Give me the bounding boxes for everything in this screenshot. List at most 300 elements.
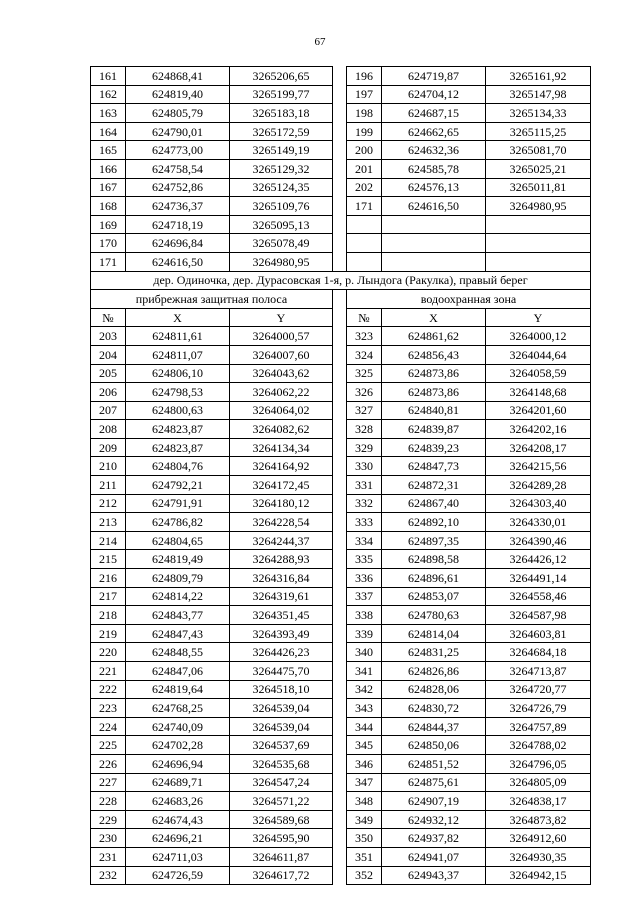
point-number-cell: 337 (347, 587, 382, 606)
y-coordinate-cell: 3264288,93 (230, 550, 333, 569)
x-header: X (382, 308, 486, 327)
y-coordinate-cell: 3264316,84 (230, 569, 333, 588)
point-number-cell: 199 (347, 122, 382, 141)
x-coordinate-cell: 624674,43 (126, 810, 230, 829)
table-row (91, 252, 591, 271)
column-gap (333, 829, 347, 848)
x-coordinate-cell: 624943,37 (382, 866, 486, 885)
left-subtitle: прибрежная защитная полоса (91, 290, 333, 309)
table-row (91, 364, 591, 383)
point-number-cell: 338 (347, 606, 382, 625)
y-coordinate-cell: 3264942,15 (486, 866, 591, 885)
x-coordinate-cell: 624805,79 (126, 104, 230, 123)
x-coordinate-cell: 624736,37 (126, 197, 230, 216)
x-coordinate-cell: 624853,07 (382, 587, 486, 606)
point-number-cell (347, 215, 382, 234)
table-row (91, 178, 591, 197)
point-number-cell: 232 (91, 866, 126, 885)
point-number-cell: 336 (347, 569, 382, 588)
point-number-cell: 333 (347, 513, 382, 532)
y-coordinate-cell: 3264611,87 (230, 847, 333, 866)
column-gap (333, 569, 347, 588)
y-coordinate-cell: 3264558,46 (486, 587, 591, 606)
number-header: № (91, 308, 126, 327)
y-coordinate-cell: 3264180,12 (230, 494, 333, 513)
x-coordinate-cell (382, 215, 486, 234)
x-coordinate-cell: 624823,87 (126, 420, 230, 439)
x-header: X (126, 308, 230, 327)
point-number-cell: 352 (347, 866, 382, 885)
x-coordinate-cell: 624848,55 (126, 643, 230, 662)
x-coordinate-cell: 624897,35 (382, 531, 486, 550)
y-coordinate-cell: 3264330,01 (486, 513, 591, 532)
point-number-cell: 162 (91, 85, 126, 104)
table-row (91, 215, 591, 234)
y-coordinate-cell: 3265115,25 (486, 122, 591, 141)
y-coordinate-cell: 3264044,64 (486, 345, 591, 364)
y-coordinate-cell: 3265025,21 (486, 159, 591, 178)
x-coordinate-cell: 624702,28 (126, 736, 230, 755)
column-gap (333, 327, 347, 346)
x-coordinate-cell: 624937,82 (382, 829, 486, 848)
x-coordinate-cell: 624892,10 (382, 513, 486, 532)
y-coordinate-cell: 3264319,61 (230, 587, 333, 606)
point-number-cell: 330 (347, 457, 382, 476)
y-coordinate-cell: 3264805,09 (486, 773, 591, 792)
point-number-cell: 227 (91, 773, 126, 792)
x-coordinate-cell: 624844,37 (382, 717, 486, 736)
x-coordinate-cell: 624616,50 (126, 252, 230, 271)
x-coordinate-cell: 624786,82 (126, 513, 230, 532)
y-coordinate-cell: 3265206,65 (230, 67, 333, 86)
x-coordinate-cell: 624773,00 (126, 141, 230, 160)
column-gap (333, 104, 347, 123)
y-coordinate-cell: 3264303,40 (486, 494, 591, 513)
x-coordinate-cell: 624689,71 (126, 773, 230, 792)
column-gap (333, 847, 347, 866)
y-coordinate-cell (486, 234, 591, 253)
y-coordinate-cell: 3264595,90 (230, 829, 333, 848)
x-coordinate-cell: 624830,72 (382, 699, 486, 718)
y-coordinate-cell: 3264064,02 (230, 401, 333, 420)
x-coordinate-cell: 624850,06 (382, 736, 486, 755)
x-coordinate-cell: 624814,22 (126, 587, 230, 606)
point-number-cell: 218 (91, 606, 126, 625)
point-number-cell: 350 (347, 829, 382, 848)
table-row (91, 327, 591, 346)
point-number-cell: 166 (91, 159, 126, 178)
x-coordinate-cell: 624790,01 (126, 122, 230, 141)
x-coordinate-cell: 624840,81 (382, 401, 486, 420)
x-coordinate-cell: 624828,06 (382, 680, 486, 699)
x-coordinate-cell: 624872,31 (382, 476, 486, 495)
y-coordinate-cell (486, 252, 591, 271)
right-subtitle: водоохранная зона (347, 290, 591, 309)
y-coordinate-cell: 3264726,79 (486, 699, 591, 718)
y-coordinate-cell: 3265199,77 (230, 85, 333, 104)
x-coordinate-cell: 624632,36 (382, 141, 486, 160)
x-coordinate-cell: 624932,12 (382, 810, 486, 829)
y-coordinate-cell: 3264713,87 (486, 662, 591, 681)
column-gap (333, 587, 347, 606)
point-number-cell: 196 (347, 67, 382, 86)
table-row (91, 383, 591, 402)
point-number-cell: 347 (347, 773, 382, 792)
y-coordinate-cell: 3264007,60 (230, 345, 333, 364)
column-gap (333, 754, 347, 773)
y-coordinate-cell (486, 215, 591, 234)
column-gap (333, 792, 347, 811)
y-coordinate-cell: 3264838,17 (486, 792, 591, 811)
x-coordinate-cell: 624780,63 (382, 606, 486, 625)
point-number-cell: 222 (91, 680, 126, 699)
point-number-cell (347, 252, 382, 271)
x-coordinate-cell: 624819,64 (126, 680, 230, 699)
x-coordinate-cell: 624768,25 (126, 699, 230, 718)
x-coordinate-cell: 624804,65 (126, 531, 230, 550)
page-number: 67 (314, 36, 326, 48)
x-coordinate-cell: 624726,59 (126, 866, 230, 885)
point-number-cell: 340 (347, 643, 382, 662)
x-coordinate-cell: 624861,62 (382, 327, 486, 346)
x-coordinate-cell: 624898,58 (382, 550, 486, 569)
column-gap (333, 345, 347, 364)
column-gap (333, 662, 347, 681)
point-number-cell: 171 (347, 197, 382, 216)
y-coordinate-cell: 3264201,60 (486, 401, 591, 420)
y-coordinate-cell: 3264000,12 (486, 327, 591, 346)
y-coordinate-cell: 3264164,92 (230, 457, 333, 476)
column-gap (333, 513, 347, 532)
y-coordinate-cell: 3264587,98 (486, 606, 591, 625)
x-coordinate-cell: 624662,65 (382, 122, 486, 141)
coordinates-table (90, 66, 591, 885)
y-coordinate-cell: 3264603,81 (486, 624, 591, 643)
x-coordinate-cell: 624752,86 (126, 178, 230, 197)
y-coordinate-cell: 3264228,54 (230, 513, 333, 532)
point-number-cell: 215 (91, 550, 126, 569)
column-gap (333, 810, 347, 829)
column-gap (333, 606, 347, 625)
table-row (91, 829, 591, 848)
point-number-cell: 328 (347, 420, 382, 439)
point-number-cell: 165 (91, 141, 126, 160)
column-gap (333, 717, 347, 736)
point-number-cell: 209 (91, 438, 126, 457)
column-gap (333, 85, 347, 104)
y-coordinate-cell: 3264202,16 (486, 420, 591, 439)
y-coordinate-cell: 3265149,19 (230, 141, 333, 160)
column-gap (333, 457, 347, 476)
y-coordinate-cell: 3265161,92 (486, 67, 591, 86)
point-number-cell: 334 (347, 531, 382, 550)
point-number-cell: 212 (91, 494, 126, 513)
x-coordinate-cell: 624800,63 (126, 401, 230, 420)
y-coordinate-cell: 3264589,68 (230, 810, 333, 829)
point-number-cell: 335 (347, 550, 382, 569)
point-number-cell: 163 (91, 104, 126, 123)
column-gap (333, 420, 347, 439)
table-row (91, 550, 591, 569)
x-coordinate-cell: 624819,40 (126, 85, 230, 104)
x-coordinate-cell: 624791,91 (126, 494, 230, 513)
x-coordinate-cell (382, 234, 486, 253)
column-gap (333, 67, 347, 86)
y-coordinate-cell: 3264980,95 (486, 197, 591, 216)
table-row (91, 513, 591, 532)
x-coordinate-cell: 624718,19 (126, 215, 230, 234)
table-row (91, 680, 591, 699)
table-row (91, 587, 591, 606)
table-row (91, 792, 591, 811)
point-number-cell: 219 (91, 624, 126, 643)
point-number-cell: 225 (91, 736, 126, 755)
table-row (91, 438, 591, 457)
x-coordinate-cell: 624941,07 (382, 847, 486, 866)
y-coordinate-cell: 3264062,22 (230, 383, 333, 402)
coordinates-table-body (91, 67, 591, 885)
x-coordinate-cell: 624719,87 (382, 67, 486, 86)
x-coordinate-cell: 624696,94 (126, 754, 230, 773)
point-number-cell: 168 (91, 197, 126, 216)
table-row (91, 606, 591, 625)
y-coordinate-cell: 3264475,70 (230, 662, 333, 681)
y-coordinate-cell: 3264215,56 (486, 457, 591, 476)
table-row (91, 122, 591, 141)
column-gap (333, 773, 347, 792)
y-coordinate-cell: 3264535,68 (230, 754, 333, 773)
point-number-cell: 204 (91, 345, 126, 364)
table-row (91, 531, 591, 550)
x-coordinate-cell: 624826,86 (382, 662, 486, 681)
point-number-cell: 164 (91, 122, 126, 141)
column-gap (333, 234, 347, 253)
y-coordinate-cell: 3265134,33 (486, 104, 591, 123)
point-number-cell: 349 (347, 810, 382, 829)
column-gap (333, 494, 347, 513)
point-number-cell: 231 (91, 847, 126, 866)
x-coordinate-cell: 624867,40 (382, 494, 486, 513)
point-number-cell: 342 (347, 680, 382, 699)
point-number-cell: 210 (91, 457, 126, 476)
table-row (91, 569, 591, 588)
y-coordinate-cell: 3264873,82 (486, 810, 591, 829)
point-number-cell: 331 (347, 476, 382, 495)
x-coordinate-cell: 624576,13 (382, 178, 486, 197)
y-coordinate-cell: 3265095,13 (230, 215, 333, 234)
point-number-cell: 229 (91, 810, 126, 829)
y-coordinate-cell: 3264539,04 (230, 717, 333, 736)
table-row (91, 754, 591, 773)
column-gap (333, 866, 347, 885)
column-gap (333, 438, 347, 457)
y-coordinate-cell: 3264720,77 (486, 680, 591, 699)
x-coordinate-cell: 624740,09 (126, 717, 230, 736)
x-coordinate-cell: 624873,86 (382, 383, 486, 402)
column-gap (333, 550, 347, 569)
point-number-cell: 341 (347, 662, 382, 681)
table-row (91, 662, 591, 681)
point-number-cell: 214 (91, 531, 126, 550)
x-coordinate-cell: 624809,79 (126, 569, 230, 588)
table-row (91, 197, 591, 216)
x-coordinate-cell: 624806,10 (126, 364, 230, 383)
table-row (91, 401, 591, 420)
y-coordinate-cell: 3264390,46 (486, 531, 591, 550)
x-coordinate-cell: 624814,04 (382, 624, 486, 643)
section-title: дер. Одиночка, дер. Дурасовская 1-я, р. Лындога (Ракулка), правый берег (91, 271, 591, 290)
table-row (91, 699, 591, 718)
point-number-cell: 161 (91, 67, 126, 86)
table-row (91, 67, 591, 86)
x-coordinate-cell: 624847,73 (382, 457, 486, 476)
y-coordinate-cell: 3264796,05 (486, 754, 591, 773)
x-coordinate-cell: 624758,54 (126, 159, 230, 178)
point-number-cell: 224 (91, 717, 126, 736)
y-coordinate-cell: 3264058,59 (486, 364, 591, 383)
point-number-cell: 345 (347, 736, 382, 755)
point-number-cell: 211 (91, 476, 126, 495)
table-row (91, 643, 591, 662)
y-coordinate-cell: 3264244,37 (230, 531, 333, 550)
table-row (91, 234, 591, 253)
x-coordinate-cell: 624868,41 (126, 67, 230, 86)
point-number-cell: 207 (91, 401, 126, 420)
column-gap (333, 159, 347, 178)
table-row (91, 159, 591, 178)
y-coordinate-cell: 3264289,28 (486, 476, 591, 495)
table-row (91, 476, 591, 495)
point-number-cell (347, 234, 382, 253)
section-title-row (91, 271, 591, 290)
y-coordinate-cell: 3264617,72 (230, 866, 333, 885)
column-gap (333, 699, 347, 718)
table-row (91, 494, 591, 513)
point-number-cell: 230 (91, 829, 126, 848)
y-coordinate-cell: 3264757,89 (486, 717, 591, 736)
y-coordinate-cell: 3264043,62 (230, 364, 333, 383)
y-coordinate-cell: 3265109,76 (230, 197, 333, 216)
y-coordinate-cell: 3264491,14 (486, 569, 591, 588)
x-coordinate-cell: 624851,52 (382, 754, 486, 773)
column-gap (333, 141, 347, 160)
point-number-cell: 197 (347, 85, 382, 104)
y-coordinate-cell: 3264788,02 (486, 736, 591, 755)
point-number-cell: 327 (347, 401, 382, 420)
x-coordinate-cell: 624696,84 (126, 234, 230, 253)
point-number-cell: 205 (91, 364, 126, 383)
x-coordinate-cell: 624683,26 (126, 792, 230, 811)
point-number-cell: 167 (91, 178, 126, 197)
column-gap (333, 252, 347, 271)
x-coordinate-cell: 624616,50 (382, 197, 486, 216)
point-number-cell: 216 (91, 569, 126, 588)
point-number-cell: 217 (91, 587, 126, 606)
point-number-cell: 201 (347, 159, 382, 178)
point-number-cell: 169 (91, 215, 126, 234)
table-row (91, 345, 591, 364)
table-row (91, 810, 591, 829)
point-number-cell: 326 (347, 383, 382, 402)
point-number-cell: 325 (347, 364, 382, 383)
x-coordinate-cell: 624831,25 (382, 643, 486, 662)
x-coordinate-cell: 624873,86 (382, 364, 486, 383)
table-row (91, 141, 591, 160)
column-gap (333, 624, 347, 643)
table-row (91, 717, 591, 736)
y-coordinate-cell: 3264000,57 (230, 327, 333, 346)
y-coordinate-cell: 3264571,22 (230, 792, 333, 811)
zone-subtitle-row (91, 290, 591, 309)
point-number-cell: 220 (91, 643, 126, 662)
column-gap (333, 736, 347, 755)
point-number-cell: 343 (347, 699, 382, 718)
column-gap (333, 290, 347, 309)
y-coordinate-cell: 3264684,18 (486, 643, 591, 662)
point-number-cell: 221 (91, 662, 126, 681)
column-gap (333, 531, 347, 550)
x-coordinate-cell: 624804,76 (126, 457, 230, 476)
y-header: Y (486, 308, 591, 327)
point-number-cell: 171 (91, 252, 126, 271)
point-number-cell: 329 (347, 438, 382, 457)
x-coordinate-cell: 624798,53 (126, 383, 230, 402)
point-number-cell: 346 (347, 754, 382, 773)
point-number-cell: 223 (91, 699, 126, 718)
point-number-cell: 213 (91, 513, 126, 532)
table-row (91, 847, 591, 866)
point-number-cell: 202 (347, 178, 382, 197)
y-coordinate-cell: 3264912,60 (486, 829, 591, 848)
y-coordinate-cell: 3264537,69 (230, 736, 333, 755)
point-number-cell: 208 (91, 420, 126, 439)
y-coordinate-cell: 3264082,62 (230, 420, 333, 439)
x-coordinate-cell: 624711,03 (126, 847, 230, 866)
y-coordinate-cell: 3264426,23 (230, 643, 333, 662)
point-number-cell: 198 (347, 104, 382, 123)
x-coordinate-cell: 624811,07 (126, 345, 230, 364)
column-gap (333, 364, 347, 383)
point-number-cell: 226 (91, 754, 126, 773)
table-row (91, 736, 591, 755)
point-number-cell: 332 (347, 494, 382, 513)
table-row (91, 104, 591, 123)
column-gap (333, 401, 347, 420)
x-coordinate-cell: 624839,87 (382, 420, 486, 439)
x-coordinate-cell (382, 252, 486, 271)
point-number-cell: 203 (91, 327, 126, 346)
point-number-cell: 228 (91, 792, 126, 811)
y-coordinate-cell: 3265081,70 (486, 141, 591, 160)
x-coordinate-cell: 624856,43 (382, 345, 486, 364)
table-row (91, 866, 591, 885)
x-coordinate-cell: 624704,12 (382, 85, 486, 104)
y-coordinate-cell: 3265183,18 (230, 104, 333, 123)
point-number-cell: 351 (347, 847, 382, 866)
y-coordinate-cell: 3264547,24 (230, 773, 333, 792)
y-coordinate-cell: 3264134,34 (230, 438, 333, 457)
x-coordinate-cell: 624696,21 (126, 829, 230, 848)
x-coordinate-cell: 624687,15 (382, 104, 486, 123)
point-number-cell: 200 (347, 141, 382, 160)
x-coordinate-cell: 624843,77 (126, 606, 230, 625)
table-row (91, 624, 591, 643)
x-coordinate-cell: 624847,43 (126, 624, 230, 643)
x-coordinate-cell: 624839,23 (382, 438, 486, 457)
point-number-cell: 323 (347, 327, 382, 346)
y-coordinate-cell: 3265124,35 (230, 178, 333, 197)
y-coordinate-cell: 3264930,35 (486, 847, 591, 866)
